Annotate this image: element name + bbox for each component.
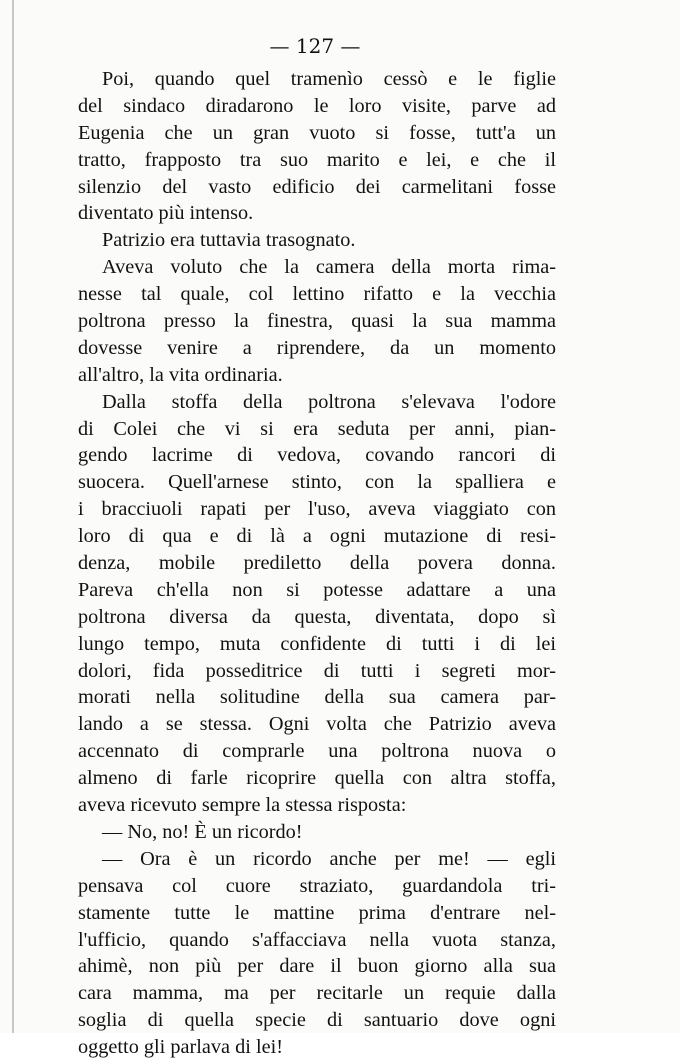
text-line: suocera. Quell'arnese stinto, con la spalliera e (78, 471, 556, 494)
text-line: l'ufficio, quando s'affacciava nella vuota stanza, (78, 928, 556, 951)
text-line: all'altro, la vita ordinaria. (78, 363, 283, 386)
text-line: — Ora è un ricordo anche per me! — egli (102, 847, 556, 870)
text-line: cara mamma, ma per recitarle un requie dalla (78, 982, 556, 1005)
text-line: Pareva ch'ella non si potesse adattare a una (78, 578, 556, 601)
text-line: loro di qua e di là a ogni mutazione di resi- (78, 525, 556, 548)
text-line: silenzio del vasto edificio dei carmelitani fosse (78, 175, 556, 198)
text-line: dovesse venire a riprendere, da un momento (78, 336, 556, 359)
page-edge-shadow (12, 0, 14, 1033)
text-line: soglia di quella specie di santuario dove ogni (78, 1009, 556, 1032)
text-line: gendo lacrime di vedova, covando rancori di (78, 444, 556, 467)
text-line: Dalla stoffa della poltrona s'elevava l'odore (102, 390, 556, 413)
text-line: Aveva voluto che la camera della morta rima- (102, 256, 556, 279)
text-line: Eugenia che un gran vuoto si fosse, tutt'a un (78, 121, 556, 144)
text-line: Patrizio era tuttavia trasognato. (102, 229, 356, 252)
text-line: dolori, fida posseditrice di tutti i segreti mor- (78, 659, 556, 682)
text-line: nesse tal quale, col lettino rifatto e la vecchia (78, 283, 556, 306)
text-line: del sindaco diradarono le loro visite, parve ad (78, 94, 556, 117)
text-line: pensava col cuore straziato, guardandola tri- (78, 874, 556, 897)
page-number: — 127 — (269, 34, 361, 58)
text-line: tratto, frapposto tra suo marito e lei, e che il (78, 148, 556, 171)
text-line: ahimè, non più per dare il buon giorno alla sua (78, 955, 556, 978)
text-line: lando a se stessa. Ogni volta che Patrizio aveva (78, 713, 556, 736)
text-line: — No, no! È un ricordo! (102, 820, 303, 843)
text-line: i bracciuoli rapati per l'uso, aveva viaggiato con (78, 498, 556, 521)
text-line: stamente tutte le mattine prima d'entrare nel- (78, 901, 556, 924)
body-text (78, 66, 556, 1061)
text-line: accennato di comprarle una poltrona nuova o (78, 740, 556, 763)
text-line: morati nella solitudine della sua camera par- (78, 686, 556, 709)
text-line: poltrona diversa da questa, diventata, dopo sì (78, 605, 556, 628)
text-line: oggetto gli parlava di lei! (78, 1036, 284, 1059)
text-line: poltrona presso la finestra, quasi la sua mamma (78, 310, 556, 333)
text-line: diventato più intenso. (78, 202, 254, 225)
text-line: di Colei che vi si era seduta per anni, pian- (78, 417, 556, 440)
text-line: aveva ricevuto sempre la stessa risposta: (78, 794, 407, 817)
text-line: almeno di farle ricoprire quella con altra stoffa, (78, 767, 556, 790)
text-line: denza, mobile prediletto della povera donna. (78, 552, 556, 575)
text-line: Poi, quando quel tramenìo cessò e le figlie (102, 68, 556, 90)
text-line: lungo tempo, muta confidente di tutti i di lei (78, 632, 556, 655)
